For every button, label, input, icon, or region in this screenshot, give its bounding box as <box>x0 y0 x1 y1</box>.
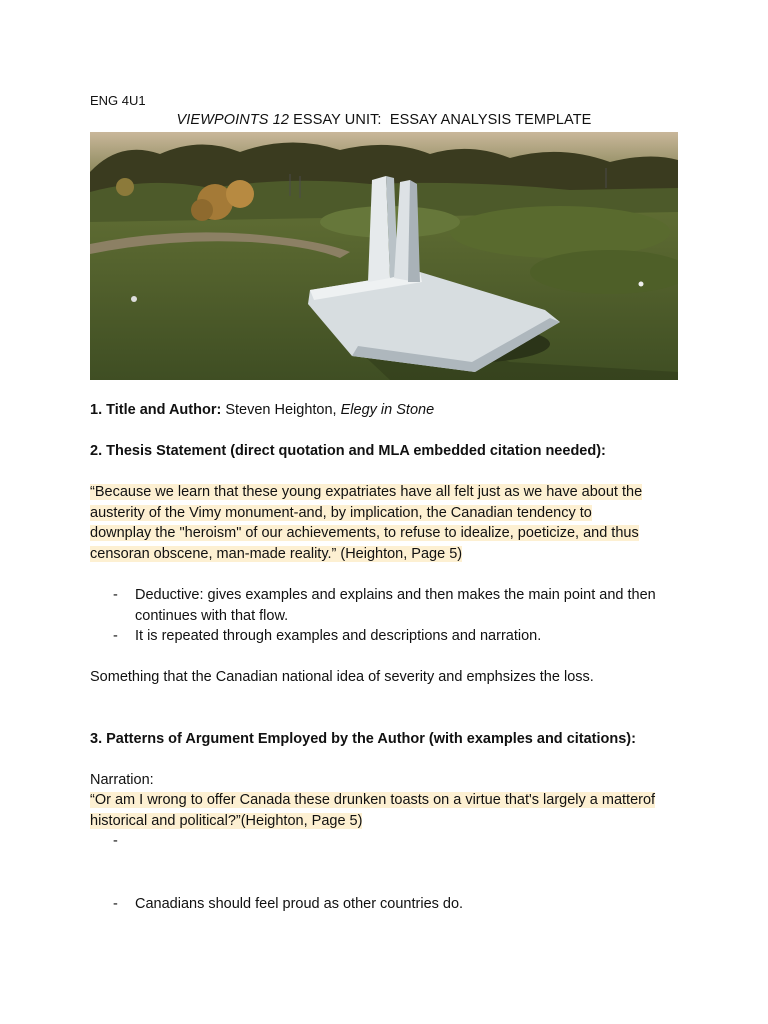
thesis-label: 2. Thesis Statement (direct quotation and MLA embedded citation needed): <box>90 443 606 459</box>
bullet-dash: - <box>113 628 118 644</box>
author-name: Steven Heighton, <box>221 402 341 418</box>
narration-label: Narration: <box>90 772 154 788</box>
narration-quote <box>90 790 680 831</box>
title-italic: VIEWPOINTS 12 <box>176 112 290 128</box>
bullet-text: Canadians should feel proud as other countries do. <box>135 896 464 912</box>
document-title <box>0 112 768 128</box>
quote-line: historical and political?”(Heighton, Page 5) <box>90 812 363 829</box>
quote-line: “Or am I wrong to offer Canada these drunken toasts on a virtue that's largely a matterof <box>90 792 656 808</box>
course-code: ENG 4U1 <box>90 93 146 108</box>
quote-line: downplay the "heroism" of our achievements, to refuse to idealize, poeticize, and thus <box>90 525 639 541</box>
patterns-label: 3. Patterns of Argument Employed by the Author (with examples and citations): <box>90 731 636 747</box>
work-title: Elegy in Stone <box>340 402 435 418</box>
vimy-memorial-photo <box>90 132 678 380</box>
bullet-text: continues with that flow. <box>135 607 289 624</box>
thesis-heading <box>90 441 606 462</box>
title-rest: ESSAY UNIT: ESSAY ANALYSIS TEMPLATE <box>289 112 592 128</box>
bullet-text: Deductive: gives examples and explains and then makes the main point and then <box>135 587 656 603</box>
bullet-dash: - <box>113 833 118 849</box>
title-author-label: 1. Title and Author: <box>90 402 222 418</box>
bullet-text: It is repeated through examples and descriptions and narration. <box>135 628 542 644</box>
title-author-line <box>90 400 434 421</box>
quote-line: censoran obscene, man-made reality.” (Heighton, Page 5) <box>90 545 463 562</box>
quote-line: austerity of the Vimy monument-and, by implication, the Canadian tendency to <box>90 504 592 521</box>
thesis-quote <box>90 482 680 564</box>
thesis-note: Something that the Canadian national idea of severity and emphsizes the loss. <box>90 669 594 685</box>
bullet-dash: - <box>113 896 118 912</box>
quote-line: “Because we learn that these young expatriates have all felt just as we have about the <box>90 484 643 500</box>
patterns-heading <box>90 729 636 750</box>
bullet-dash: - <box>113 587 118 603</box>
